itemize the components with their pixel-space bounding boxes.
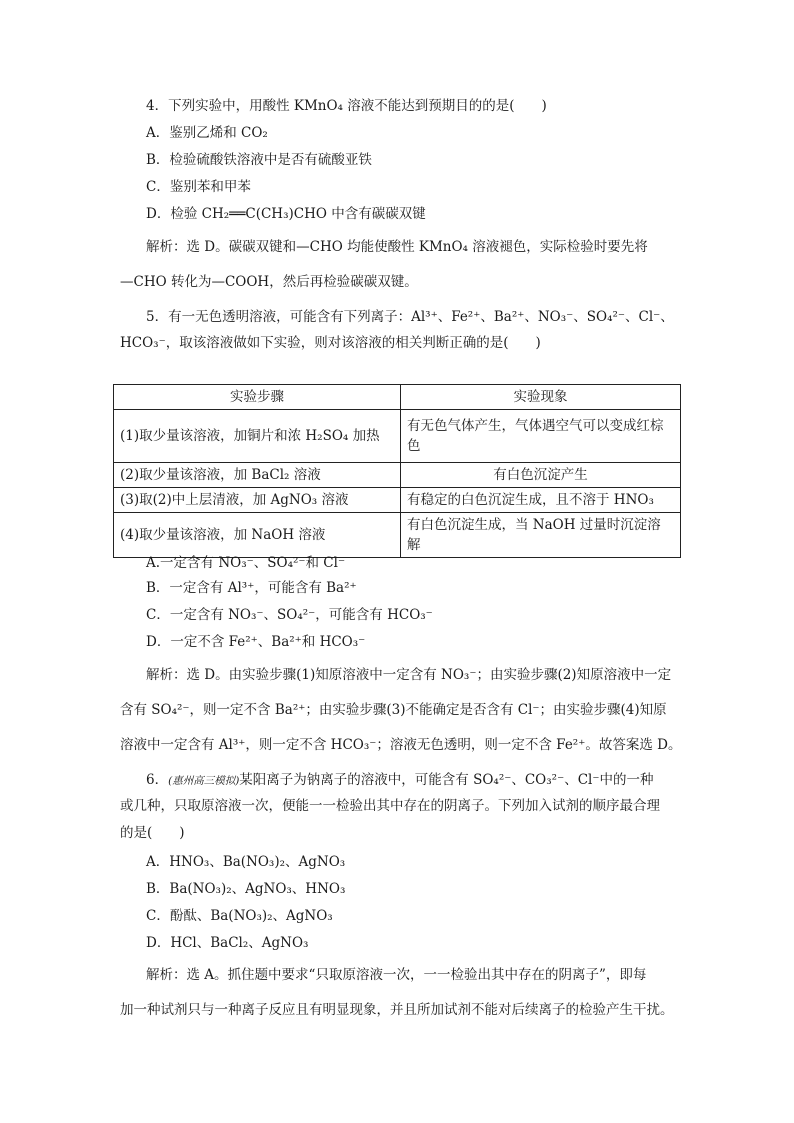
q6-source: (惠州高三模拟) [168, 775, 240, 787]
q5-experiment-table [113, 384, 681, 558]
q6-analysis-line-2: 加一种试剂只与一种离子反应且有明显现象，并且所加试剂不能对后续离子的检验产生干扰。 [120, 1002, 674, 1018]
q4-analysis-line-2: —CHO 转化为—COOH，然后再检验碳碳双键。 [120, 274, 418, 290]
table-row [114, 463, 681, 488]
q6-option-b: B．Ba(NO₃)₂、AgNO₃、HNO₃ [146, 881, 346, 897]
q6-option-a: A．HNO₃、Ba(NO₃)₂、AgNO₃ [146, 854, 346, 870]
q4-option-a: A．鉴别乙烯和 CO₂ [146, 125, 268, 141]
q5-option-c: C．一定含有 NO₃⁻、SO₄²⁻，可能含有 HCO₃⁻ [146, 607, 433, 623]
table-cell-step: (2)取少量该溶液，加 BaCl₂ 溶液 [114, 463, 401, 488]
table-row [114, 410, 681, 463]
q6-option-d: D．HCl、BaCl₂、AgNO₃ [146, 935, 309, 951]
q4-option-b: B．检验硫酸铁溶液中是否有硫酸亚铁 [146, 152, 372, 168]
q4-analysis-line-1: 解析：选 D。碳碳双键和—CHO 均能使酸性 KMnO₄ 溶液褪色，实际检验时要先将 [146, 239, 648, 255]
table-row [114, 513, 681, 558]
q6-stem-line-2: 或几种，只取原溶液一次，便能一一检验出其中存在的阴离子。下列加入试剂的顺序最合理 [120, 798, 660, 814]
table-cell-observation: 有白色沉淀产生 [401, 463, 681, 488]
q4-option-d: D．检验 CH₂══C(CH₃)CHO 中含有碳碳双键 [146, 206, 426, 222]
q5-analysis-line-1: 解析：选 D。由实验步骤(1)知原溶液中一定含有 NO₃⁻；由实验步骤(2)知原溶液中一定 [146, 667, 672, 683]
q5-analysis-line-3: 溶液中一定含有 Al³⁺，则一定不含 HCO₃⁻；溶液无色透明，则一定不含 Fe²⁺。故答案选 D。 [120, 737, 682, 753]
q6-analysis-line-1: 解析：选 A。抓住题中要求“只取原溶液一次，一一检验出其中存在的阴离子”，即每 [146, 967, 647, 983]
table-cell-observation: 有稳定的白色沉淀生成，且不溶于 HNO₃ [401, 488, 681, 513]
q5-option-d: D．一定不含 Fe²⁺、Ba²⁺和 HCO₃⁻ [146, 634, 366, 650]
table-cell-step: (3)取(2)中上层清液，加 AgNO₃ 溶液 [114, 488, 401, 513]
table-header-row [114, 385, 681, 410]
q6-stem-line-3: 的是( ) [120, 825, 185, 841]
q5-option-a: A.一定含有 NO₃⁻、SO₄²⁻和 Cl⁻ [146, 555, 346, 571]
q5-stem-line-2: HCO₃⁻，取该溶液做如下实验，则对该溶液的相关判断正确的是( ) [120, 335, 541, 351]
table-cell-observation: 有白色沉淀生成，当 NaOH 过量时沉淀溶解 [401, 513, 681, 558]
q5-option-b: B．一定含有 Al³⁺，可能含有 Ba²⁺ [146, 580, 357, 596]
q4-option-c: C．鉴别苯和甲苯 [146, 179, 251, 195]
table-cell-step: (4)取少量该溶液，加 NaOH 溶液 [114, 513, 401, 558]
table-cell-observation: 有无色气体产生，气体遇空气可以变成红棕色 [401, 410, 681, 463]
q6-stem-line-1 [146, 770, 653, 791]
table-header-step: 实验步骤 [114, 385, 401, 410]
table-row [114, 488, 681, 513]
table-cell-step: (1)取少量该溶液，加铜片和浓 H₂SO₄ 加热 [114, 410, 401, 463]
q4-stem: 4．下列实验中，用酸性 KMnO₄ 溶液不能达到预期目的的是( ) [146, 98, 547, 114]
q6-option-c: C．酚酞、Ba(NO₃)₂、AgNO₃ [146, 908, 333, 924]
q5-analysis-line-2: 含有 SO₄²⁻，则一定不含 Ba²⁺；由实验步骤(3)不能确定是否含有 Cl⁻；由实验步骤(4)知原 [120, 702, 667, 718]
q5-stem-line-1: 5．有一无色透明溶液，可能含有下列离子：Al³⁺、Fe²⁺、Ba²⁺、NO₃⁻、SO₄²⁻、Cl⁻、 [146, 309, 674, 325]
q6-number: 6． [146, 772, 169, 788]
q6-stem-text: 某阳离子为钠离子的溶液中，可能含有 SO₄²⁻、CO₃²⁻、Cl⁻中的一种 [239, 772, 654, 788]
table-header-observation: 实验现象 [401, 385, 681, 410]
